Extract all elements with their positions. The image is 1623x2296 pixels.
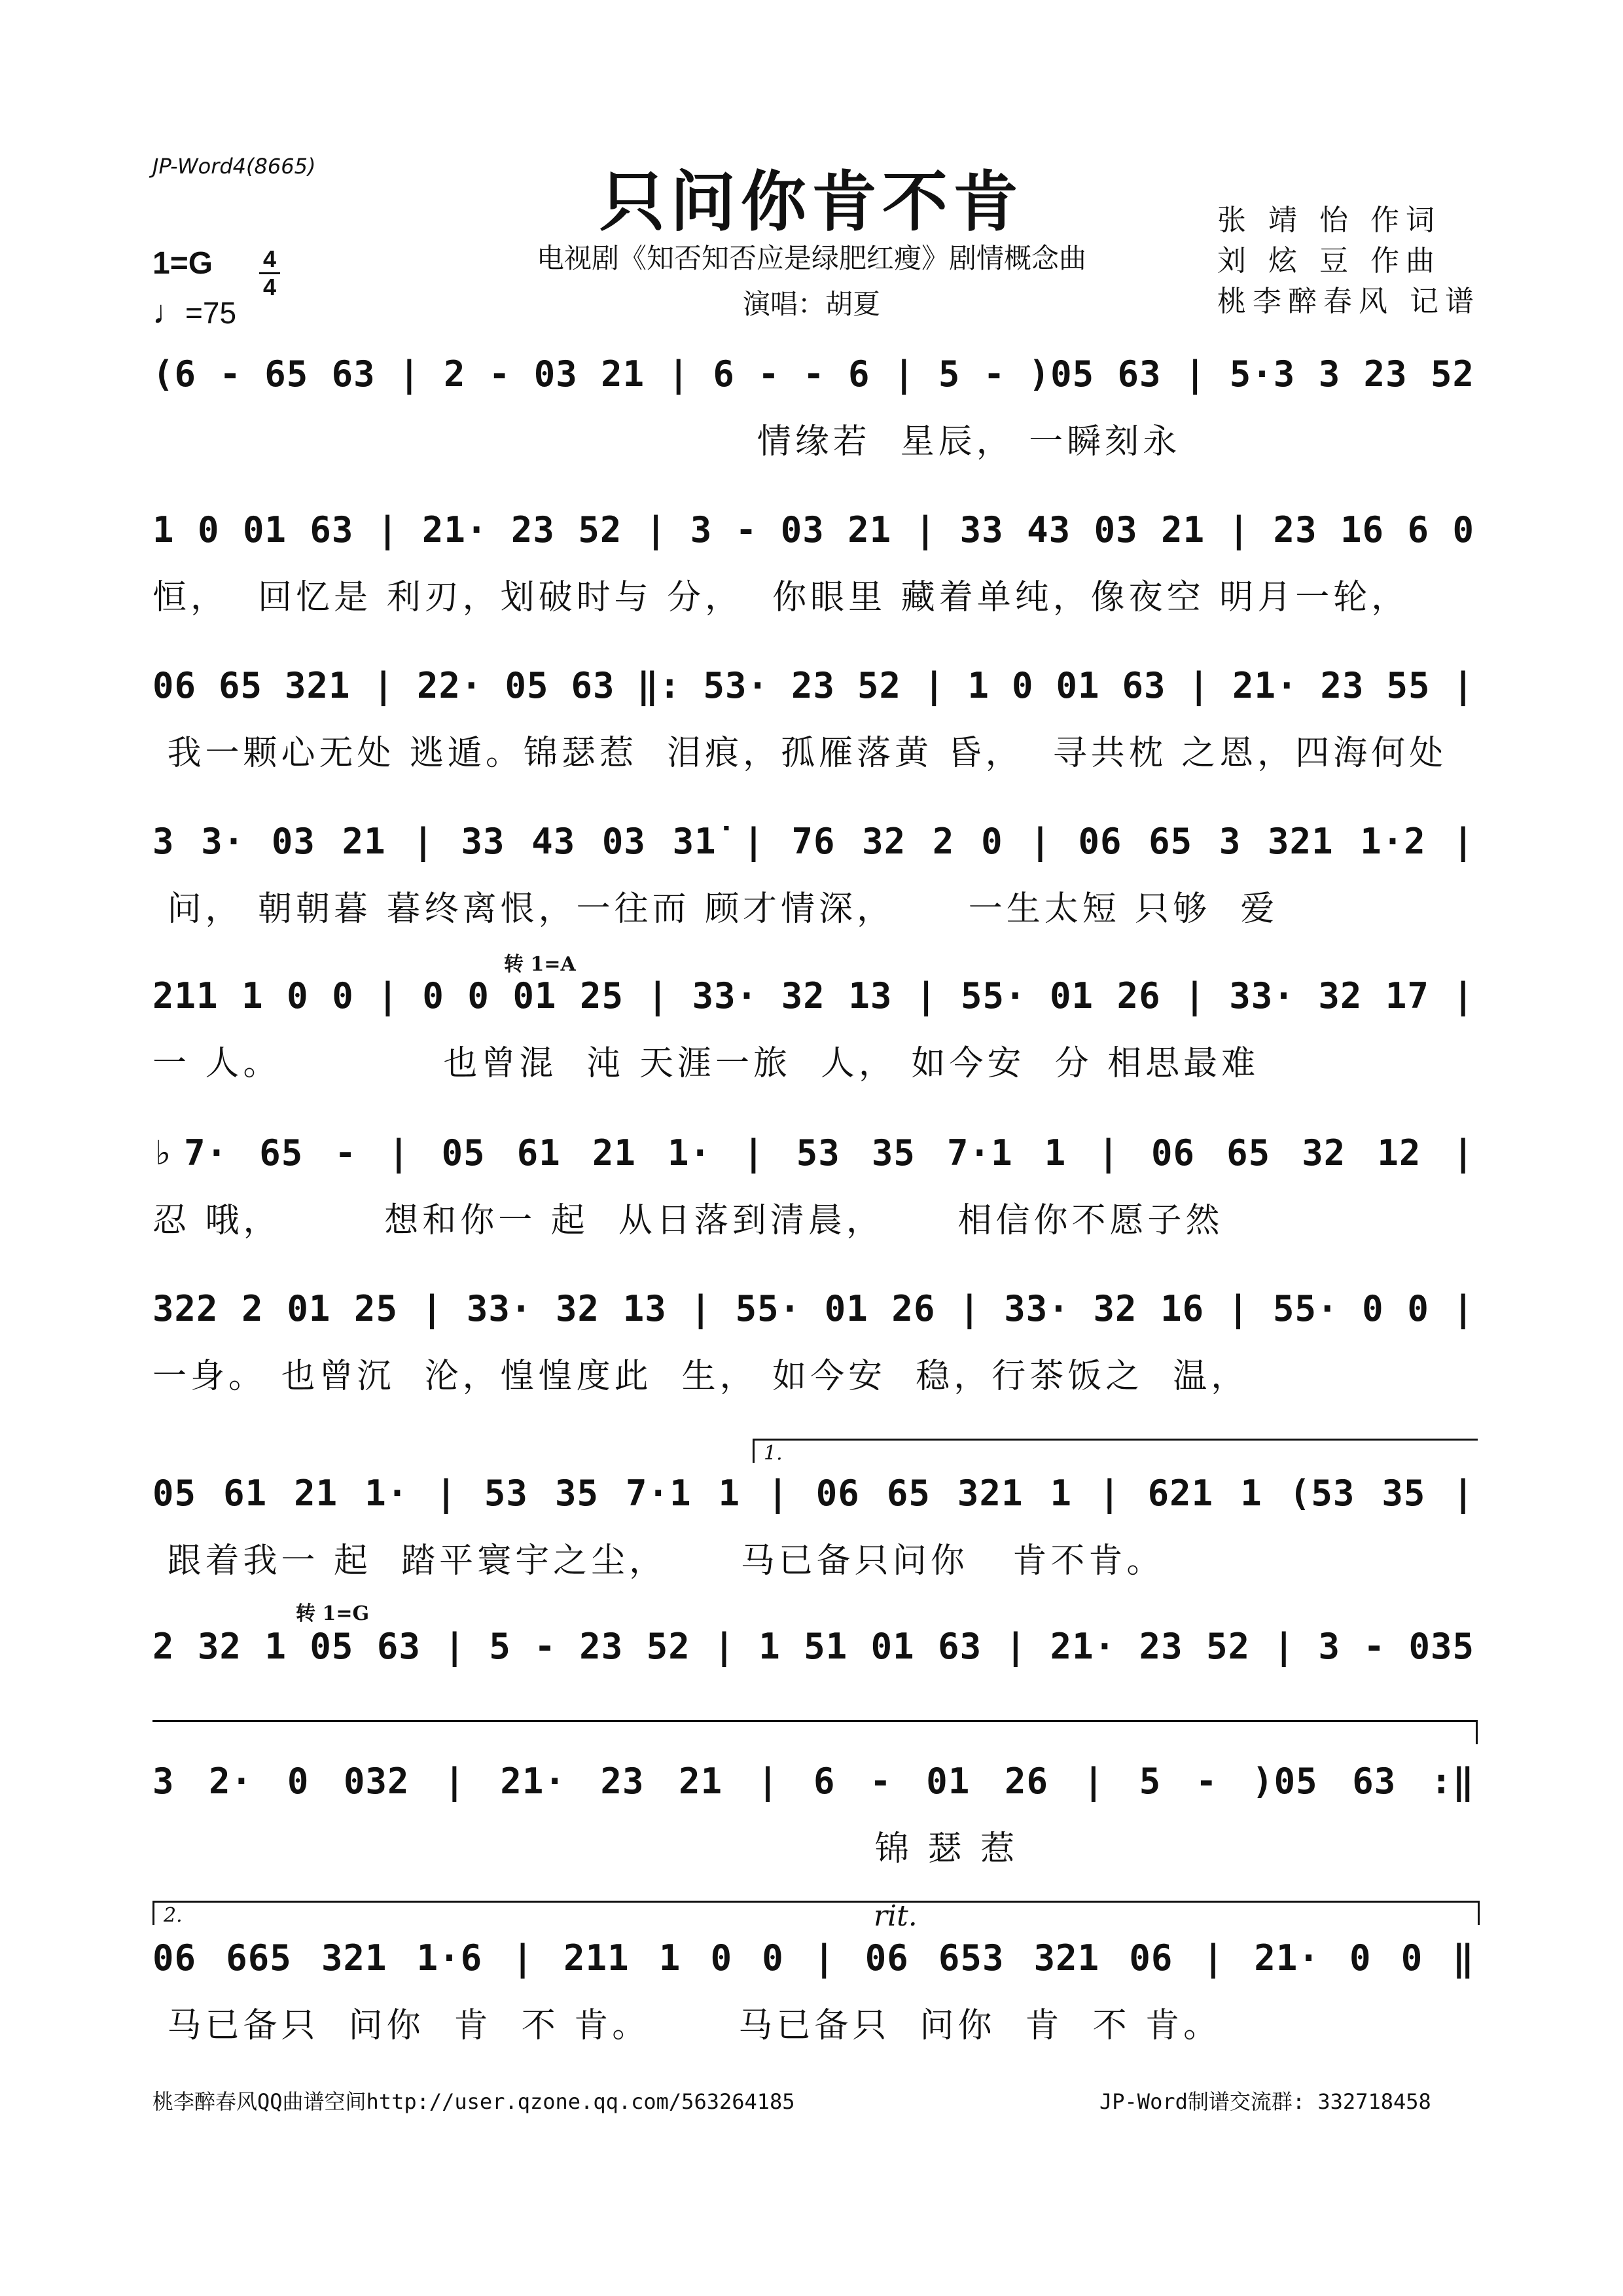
song-title: 只问你肯不肯 bbox=[599, 163, 1024, 240]
volta-bracket-2 bbox=[152, 1901, 1480, 1925]
time-signature bbox=[257, 247, 283, 299]
volta-bracket-1 bbox=[753, 1439, 1478, 1463]
notation-line: (6 - 65 63 | 2 - 03 21 | 6 - - 6 | 5 - )05 63 | 5·3 3 23 52 bbox=[152, 353, 1474, 395]
key-signature: 1=G bbox=[152, 246, 213, 281]
notation-line: 3 2· 0 032 | 21· 23 21 | 6 - 01 26 | 5 - )05 63 :‖ bbox=[152, 1761, 1474, 1802]
lyric-line: 问， 朝朝暮 暮终离恨，一往而 顾才情深， 一生太短 只够 爱 bbox=[152, 889, 1279, 929]
lyric-line: 一 人。 也曾混 沌 天涯一旅 人， 如今安 分 相思最难 bbox=[152, 1044, 1260, 1083]
notation-line: ♭7· 65 - | 05 61 21 1· | 53 35 7·1 1 | 06 65 32 12 | bbox=[152, 1132, 1474, 1174]
lyric-line: 情缘若 星辰， 一瞬刻永 bbox=[152, 422, 1181, 461]
footer-group: JP-Word制谱交流群: 332718458 bbox=[1099, 2089, 1431, 2114]
time-signature-bottom: 4 bbox=[262, 274, 277, 300]
song-subtitle: 电视剧《知否知否应是绿肥红瘦》剧情概念曲 bbox=[536, 242, 1086, 274]
volta-label: 1. bbox=[764, 1442, 783, 1465]
footer-source: 桃李醉春风QQ曲谱空间http://user.qzone.qq.com/563264185 bbox=[152, 2089, 795, 2114]
time-signature-top: 4 bbox=[262, 245, 277, 272]
notation-line: 211 1 0 0 | 0 0 01 25 | 33· 32 13 | 55· 01 26 | 33· 32 17 | bbox=[152, 975, 1474, 1016]
quarter-note-icon: ♩ bbox=[152, 294, 185, 331]
notation-line: 322 2 01 25 | 33· 32 13 | 55· 01 26 | 33· 32 16 | 55· 0 0 | bbox=[152, 1288, 1474, 1329]
notation-line: 3 3· 03 21 | 33 43 03 31̇ | 76 32 2 0 | 06 65 3 321 1·2 | bbox=[152, 821, 1474, 862]
modulation-marking: 转 1=G bbox=[296, 1602, 370, 1625]
repeat-bracket bbox=[152, 1720, 1478, 1744]
lyric-line: 一身。 也曾沉 沦，惶惶度此 生， 如今安 稳，行茶饭之 温， bbox=[152, 1357, 1249, 1396]
lyric-line: 跟着我一 起 踏平寰宇之尘， 马已备只问你 肯不肯。 bbox=[152, 1541, 1165, 1581]
lyric-line: 恒， 回忆是 利刃，划破时与 分， 你眼里 藏着单纯，像夜空 明月一轮， bbox=[152, 578, 1410, 617]
tempo-marking bbox=[152, 293, 236, 331]
lyric-line: 忍 哦， 想和你一 起 从日落到清晨， 相信你不愿子然 bbox=[152, 1201, 1224, 1240]
notation-line: 06 665 321 1·6 | 211 1 0 0 | 06 653 321 06 | 21· 0 0 ‖ bbox=[152, 1937, 1474, 1979]
lyric-line: 锦 瑟 惹 bbox=[152, 1829, 1018, 1869]
composer-credit: 刘 炫 豆 作曲 bbox=[1217, 244, 1441, 278]
transcriber-credit: 桃李醉春风 记谱 bbox=[1217, 285, 1480, 318]
tempo-value: =75 bbox=[185, 296, 237, 330]
modulation-marking: 转 1=A bbox=[504, 953, 576, 976]
singer-credit: 演唱：胡夏 bbox=[742, 288, 880, 320]
notation-line: 06 65 321 | 22· 05 63 ‖: 53· 23 52 | 1 0 01 63 | 21· 23 55 | bbox=[152, 665, 1474, 706]
software-tag: JP-Word4(8665) bbox=[152, 154, 316, 179]
lyricist-credit: 张 靖 怡 作词 bbox=[1217, 204, 1441, 237]
lyric-line: 我一颗心无处 逃遁。锦瑟惹 泪痕，孤雁落黄 昏， 寻共枕 之恩，四海何处 bbox=[152, 734, 1448, 773]
notation-line: 05 61 21 1· | 53 35 7·1 1 | 06 65 321 1 | 621 1 (53 35 | bbox=[152, 1473, 1474, 1514]
notation-line: 1 0 01 63 | 21· 23 52 | 3 - 03 21 | 33 43 03 21 | 23 16 6 0 bbox=[152, 509, 1474, 550]
lyric-line: 马已备只 问你 肯 不 肯。 马已备只 问你 肯 不 肯。 bbox=[152, 2006, 1222, 2045]
ritardando-marking: rit. bbox=[874, 1899, 918, 1933]
notation-line: 2 32 1 05 63 | 5 - 23 52 | 1 51 01 63 | 21· 23 52 | 3 - 035 bbox=[152, 1626, 1474, 1667]
volta-label: 2. bbox=[164, 1904, 183, 1927]
